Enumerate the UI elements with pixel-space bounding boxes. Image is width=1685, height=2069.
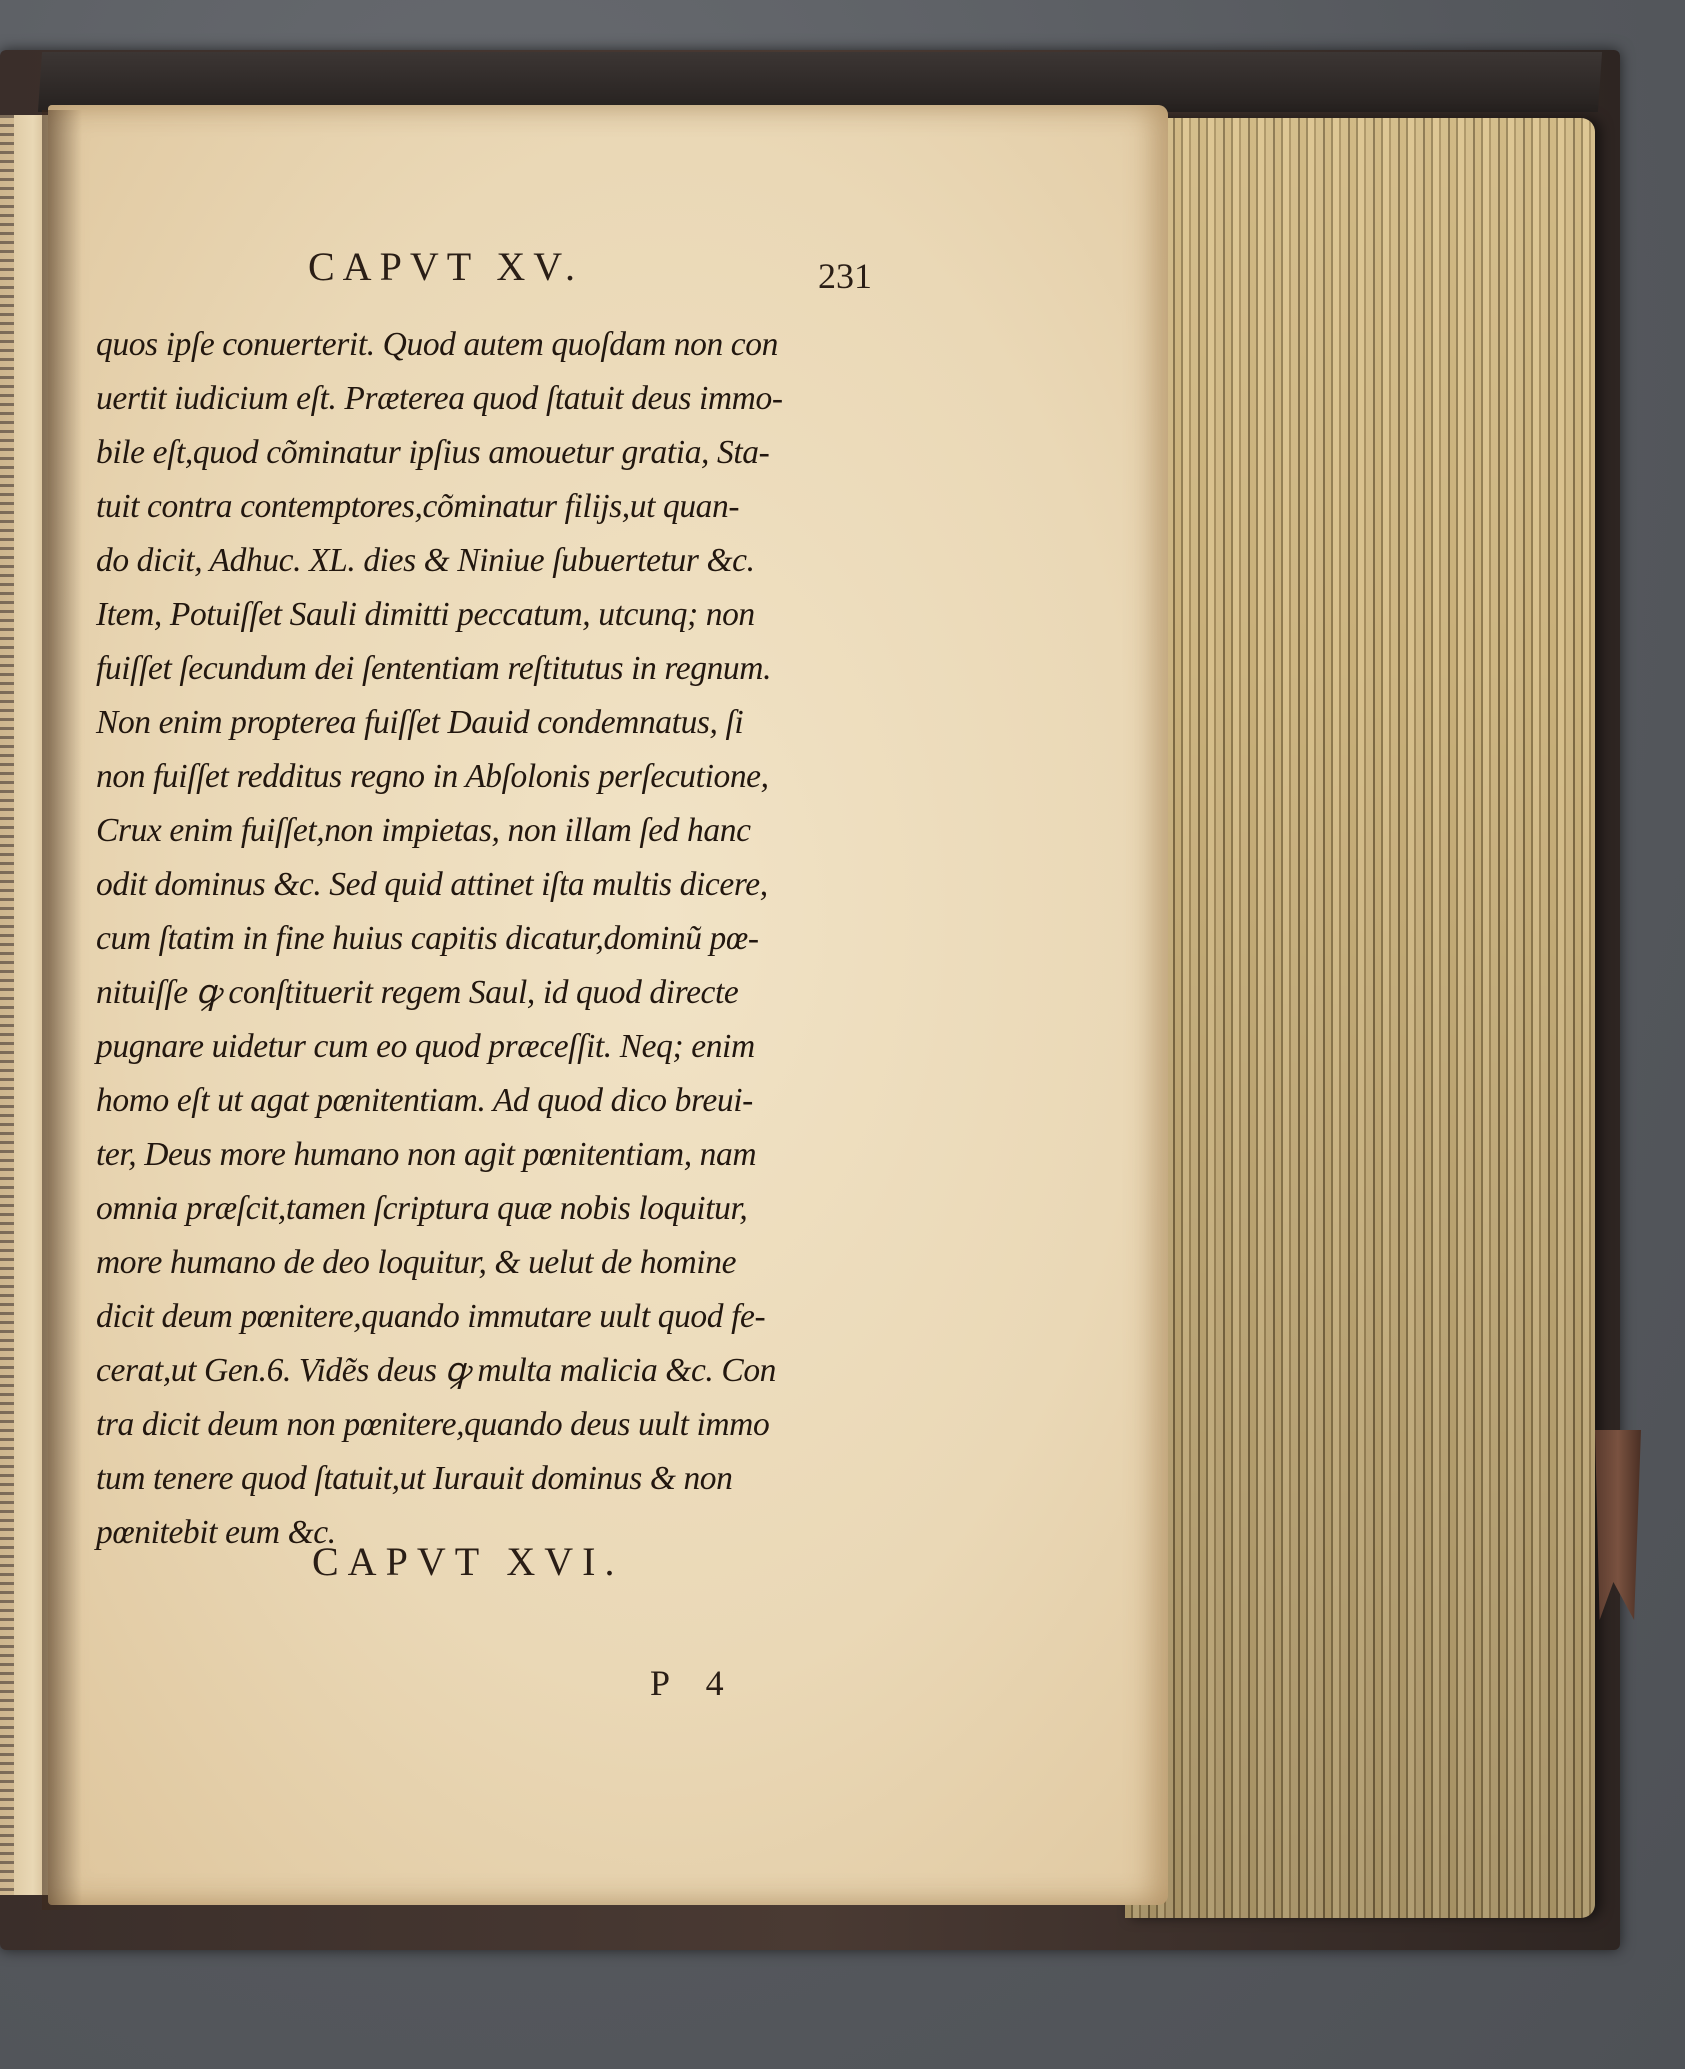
fore-edge-shading: [1125, 118, 1595, 1918]
text-line: omnia præſcit,tamen ſcriptura quæ nobis loquitur,: [96, 1190, 748, 1227]
text-line: fuiſſet ſecundum dei ſententiam reſtitutus in regnum.: [96, 650, 772, 687]
running-head: CAPVT XV.: [308, 244, 584, 289]
chapter-heading: CAPVT XVI.: [312, 1539, 624, 1584]
text-line: uertit iudicium eſt. Præterea quod ſtatuit deus immo-: [96, 380, 783, 417]
text-line: Non enim propterea fuiſſet Dauid condemnatus, ſi: [96, 704, 744, 741]
text-line: pœnitebit eum &c.: [96, 1514, 336, 1551]
text-line: ter, Deus more humano non agit pœnitentiam, nam: [96, 1136, 757, 1173]
text-line: dicit deum pœnitere,quando immutare uult quod fe-: [96, 1298, 766, 1335]
text-line: tuit contra contemptores,cõminatur filijs,ut quan-: [96, 488, 740, 525]
text-line: more humano de deo loquitur, & uelut de homine: [96, 1244, 737, 1281]
text-line: homo eſt ut agat pœnitentiam. Ad quod dico breui-: [96, 1082, 753, 1119]
book-cover-top-edge: [38, 52, 1602, 112]
text-line: Item, Potuiſſet Sauli dimitti peccatum, utcunq; non: [96, 596, 755, 633]
text-line: bile eſt,quod cõminatur ipſius amouetur gratia, Sta-: [96, 434, 770, 471]
body-text: [96, 318, 896, 1560]
text-line: odit dominus &c. Sed quid attinet iſta multis dicere,: [96, 866, 768, 903]
left-page-edge: [0, 115, 14, 1895]
signature-mark: P 4: [650, 1663, 738, 1703]
text-line: nituiſſe ꝙ conſtituerit regem Saul, id quod directe: [96, 974, 739, 1011]
text-line: cum ſtatim in fine huius capitis dicatur,dominũ pœ-: [96, 920, 759, 957]
text-line: quos ipſe conuerterit. Quod autem quoſdam non con: [96, 326, 778, 363]
gutter-shadow: [42, 110, 82, 1910]
text-line: non fuiſſet redditus regno in Abſolonis perſecutione,: [96, 758, 769, 795]
page-number: 231: [818, 256, 872, 296]
text-line: Crux enim fuiſſet,non impietas, non illam ſed hanc: [96, 812, 751, 849]
text-line: tum tenere quod ſtatuit,ut Iurauit dominus & non: [96, 1460, 733, 1497]
text-line: do dicit, Adhuc. XL. dies & Niniue ſubuertetur &c.: [96, 542, 755, 579]
text-line: cerat,ut Gen.6. Vidẽs deus ꝙ multa malicia &c. Con: [96, 1352, 777, 1389]
text-line: tra dicit deum non pœnitere,quando deus uult immo: [96, 1406, 770, 1443]
text-line: pugnare uidetur cum eo quod præceſſit. Neq; enim: [96, 1028, 755, 1065]
